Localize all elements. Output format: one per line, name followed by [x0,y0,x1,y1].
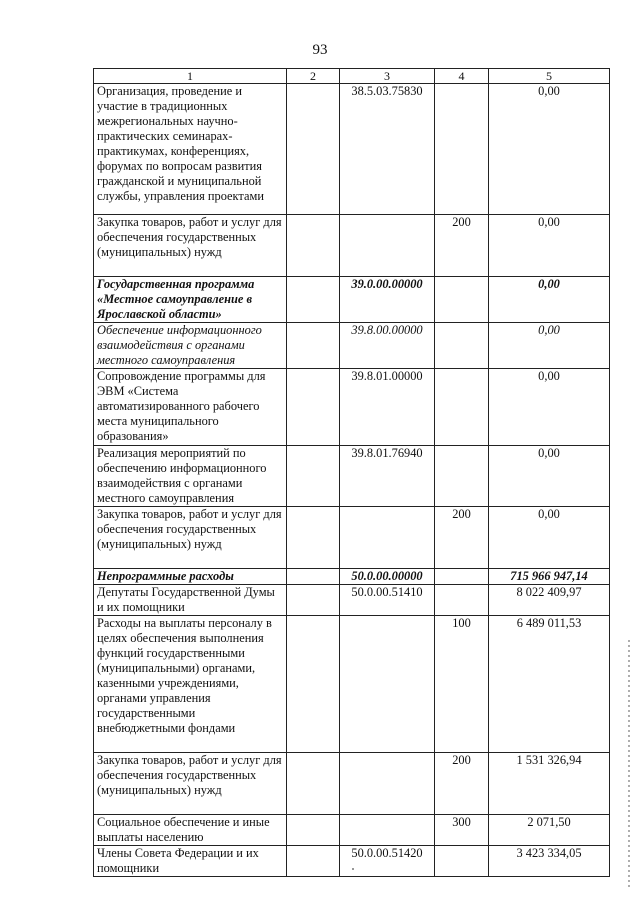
row-kind: 200 [435,507,489,569]
table-row [94,616,610,753]
table-row [94,569,610,585]
row-kind [435,84,489,215]
row-code [340,753,435,815]
column-header-4: 4 [435,69,489,84]
row-sum: 0,00 [489,446,610,507]
table-row [94,585,610,616]
row-code: 39.8.01.76940 [340,446,435,507]
row-name: Обеспечение информационного взаимодействия с органами местного самоуправления [94,323,287,369]
row-col2 [287,323,340,369]
row-sum: 715 966 947,14 [489,569,610,585]
scan-dot [352,868,354,870]
row-code [340,815,435,846]
row-col2 [287,569,340,585]
row-name: Непрограммные расходы [94,569,287,585]
table-row [94,507,610,569]
row-col2 [287,815,340,846]
row-name: Сопровождение программы для ЭВМ «Система автоматизированного рабочего места муниципального образования» [94,369,287,446]
row-kind [435,323,489,369]
column-header-2: 2 [287,69,340,84]
table-header-row [94,69,610,84]
row-sum: 0,00 [489,277,610,323]
row-col2 [287,84,340,215]
row-kind: 200 [435,215,489,277]
row-kind [435,446,489,507]
row-name: Социальное обеспечение и иные выплаты населению [94,815,287,846]
row-col2 [287,446,340,507]
row-col2 [287,507,340,569]
table-row [94,446,610,507]
budget-table [93,68,610,877]
table-row [94,277,610,323]
row-kind [435,277,489,323]
row-name: Закупка товаров, работ и услуг для обеспечения государственных (муниципальных) нужд [94,507,287,569]
row-sum: 0,00 [489,507,610,569]
row-col2 [287,277,340,323]
row-sum: 2 071,50 [489,815,610,846]
row-name: Государственная программа «Местное самоуправление в Ярославской области» [94,277,287,323]
page-number: 93 [312,42,328,58]
table-row [94,84,610,215]
row-name: Депутаты Государственной Думы и их помощники [94,585,287,616]
row-kind: 300 [435,815,489,846]
row-kind: 200 [435,753,489,815]
row-sum: 0,00 [489,84,610,215]
row-sum: 1 531 326,94 [489,753,610,815]
row-name: Закупка товаров, работ и услуг для обеспечения государственных (муниципальных) нужд [94,215,287,277]
row-code: 50.0.00.51420 [340,846,435,877]
table-row [94,369,610,446]
row-col2 [287,753,340,815]
row-sum: 0,00 [489,215,610,277]
row-code [340,616,435,753]
row-name: Закупка товаров, работ и услуг для обеспечения государственных (муниципальных) нужд [94,753,287,815]
table-row [94,215,610,277]
row-col2 [287,215,340,277]
scan-edge-marks [628,640,630,890]
row-sum: 3 423 334,05 [489,846,610,877]
column-header-1: 1 [94,69,287,84]
table-row [94,753,610,815]
row-sum: 8 022 409,97 [489,585,610,616]
row-col2 [287,846,340,877]
column-header-3: 3 [340,69,435,84]
row-sum: 0,00 [489,369,610,446]
row-name: Реализация мероприятий по обеспечению информационного взаимодействия с органами местного самоуправления [94,446,287,507]
row-kind [435,846,489,877]
row-code: 50.0.00.51410 [340,585,435,616]
row-kind [435,369,489,446]
table-row [94,846,610,877]
row-code [340,215,435,277]
row-kind [435,585,489,616]
row-code: 50.0.00.00000 [340,569,435,585]
row-code: 39.0.00.00000 [340,277,435,323]
row-code: 39.8.00.00000 [340,323,435,369]
row-sum: 6 489 011,53 [489,616,610,753]
row-sum: 0,00 [489,323,610,369]
row-kind [435,569,489,585]
row-code: 38.5.03.75830 [340,84,435,215]
table-row [94,323,610,369]
column-header-5: 5 [489,69,610,84]
row-col2 [287,369,340,446]
row-name: Члены Совета Федерации и их помощники [94,846,287,877]
row-name: Расходы на выплаты персоналу в целях обеспечения выполнения функций государственными (муниципальными) органами, казенными учреждениями, органами управления государственными внебюджетными фондами [94,616,287,753]
row-col2 [287,616,340,753]
row-code [340,507,435,569]
table-row [94,815,610,846]
row-col2 [287,585,340,616]
row-code: 39.8.01.00000 [340,369,435,446]
row-name: Организация, проведение и участие в традиционных межрегиональных научно-практических семинарах-практикумах, конференциях, форумах по вопросам развития гражданской и муниципальной службы, управления проектами [94,84,287,215]
row-kind: 100 [435,616,489,753]
